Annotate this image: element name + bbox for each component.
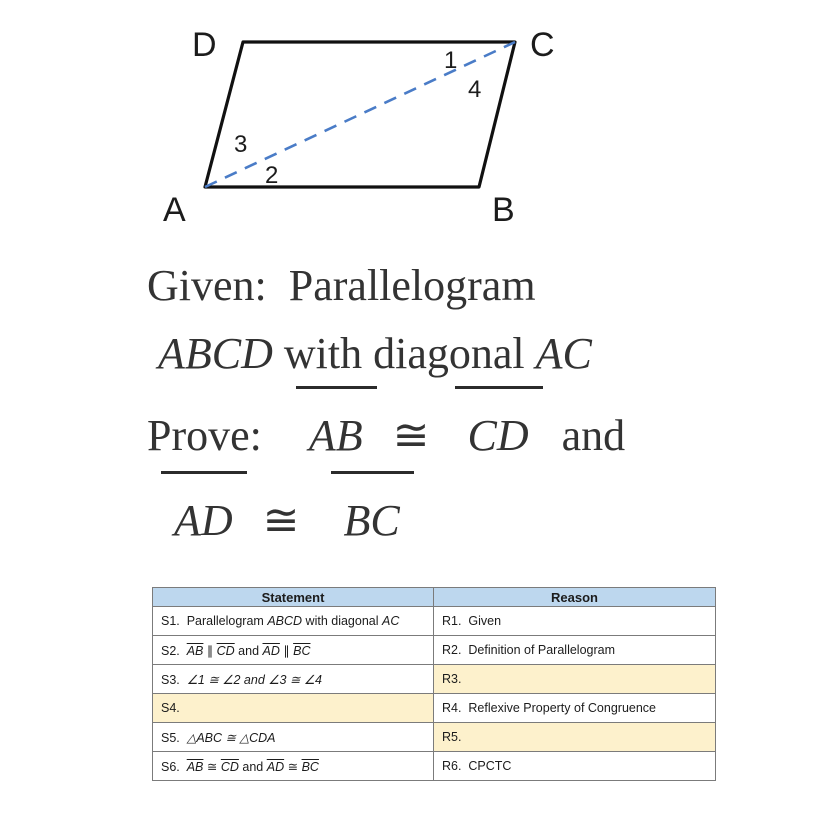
vertex-label-d: D bbox=[192, 26, 217, 64]
angle-label-3: 3 bbox=[234, 131, 248, 158]
prove-segment-bc: BC bbox=[343, 496, 400, 545]
statement-header: Statement bbox=[153, 588, 434, 607]
statement-number: S3. bbox=[161, 672, 180, 687]
given-line-1 bbox=[147, 261, 536, 310]
angle-label-2: 2 bbox=[265, 162, 279, 189]
statement-s2 bbox=[153, 636, 434, 665]
given-text: Parallelogram bbox=[288, 261, 536, 310]
reason-r3-blank[interactable] bbox=[434, 665, 716, 694]
vertex-label-a: A bbox=[163, 191, 186, 229]
parallelogram-figure bbox=[0, 0, 826, 250]
statement-s5 bbox=[153, 723, 434, 752]
reason-text: Definition of Parallelogram bbox=[468, 643, 616, 657]
statement-text: and bbox=[238, 643, 260, 658]
reason-text: CPCTC bbox=[468, 759, 512, 773]
congruent-symbol: ≅ bbox=[262, 496, 300, 545]
reason-r6 bbox=[434, 752, 716, 781]
reason-r2 bbox=[434, 636, 716, 665]
prove-segment-cd: CD bbox=[467, 411, 529, 460]
segment-cd: $\overline{CD}$ bbox=[220, 759, 239, 774]
segment-bc: $\overline{BC}$ bbox=[293, 643, 311, 658]
statement-text: △ABC ≅ △CDA bbox=[186, 730, 276, 745]
prove-label: Prove: bbox=[147, 411, 262, 460]
reason-header: Reason bbox=[434, 588, 716, 607]
table-row bbox=[153, 694, 716, 723]
statement-number: S6. bbox=[161, 759, 180, 774]
diagonal-ac bbox=[205, 42, 515, 187]
parallel-symbol: ∥ bbox=[283, 643, 290, 658]
segment-cd: $\overline{CD}$ bbox=[216, 643, 235, 658]
segment-ab: $\overline{AB}$ bbox=[186, 643, 204, 658]
reason-r1 bbox=[434, 607, 716, 636]
vertex-label-b: B bbox=[492, 191, 515, 229]
prove-segment-ad: AD bbox=[174, 496, 233, 545]
reason-text: Given bbox=[468, 614, 502, 628]
reason-r4 bbox=[434, 694, 716, 723]
segment-ad: $\overline{AD}$ bbox=[266, 759, 285, 774]
reason-number: R2. bbox=[442, 643, 462, 657]
reason-number: R3. bbox=[442, 672, 462, 686]
reason-r5-blank[interactable] bbox=[434, 723, 716, 752]
reason-text: Reflexive Property of Congruence bbox=[468, 701, 657, 715]
table-row bbox=[153, 665, 716, 694]
statement-text: and bbox=[242, 759, 264, 774]
statement-text: Parallelogram bbox=[186, 614, 264, 628]
given-label: Given: bbox=[147, 261, 267, 310]
segment-ad: $\overline{AD}$ bbox=[262, 643, 280, 658]
statement-text: ∠1 ≅ ∠2 and ∠3 ≅ ∠4 bbox=[186, 672, 322, 687]
congruent-symbol: ≅ bbox=[392, 411, 430, 460]
prove-segment-ab: AB bbox=[308, 411, 363, 460]
statement-s4-blank[interactable] bbox=[153, 694, 434, 723]
statement-diagonal: AC bbox=[382, 614, 400, 628]
given-diagonal: AC bbox=[535, 329, 592, 378]
statement-s1 bbox=[153, 607, 434, 636]
statement-number: S4. bbox=[161, 701, 180, 715]
statement-number: S2. bbox=[161, 643, 180, 658]
reason-number: R5. bbox=[442, 730, 462, 744]
table-row bbox=[153, 636, 716, 665]
prove-and: and bbox=[561, 411, 626, 460]
segment-ab: $\overline{AB}$ bbox=[186, 759, 204, 774]
segment-bc: $\overline{BC}$ bbox=[301, 759, 319, 774]
statement-number: S1. bbox=[161, 614, 180, 628]
statement-number: S5. bbox=[161, 730, 180, 745]
statement-text: with diagonal bbox=[305, 614, 379, 628]
parallel-symbol: ∥ bbox=[206, 643, 214, 658]
prove-line-1 bbox=[147, 411, 626, 460]
congruent-symbol: ≅ bbox=[287, 759, 299, 774]
angle-label-4: 4 bbox=[468, 76, 482, 103]
angle-label-1: 1 bbox=[444, 47, 458, 74]
table-row bbox=[153, 607, 716, 636]
given-line-2 bbox=[158, 329, 592, 378]
reason-number: R6. bbox=[442, 759, 462, 773]
reason-number: R1. bbox=[442, 614, 462, 628]
prove-line-2 bbox=[174, 496, 400, 545]
vertex-label-c: C bbox=[530, 26, 555, 64]
table-row bbox=[153, 752, 716, 781]
table-row bbox=[153, 723, 716, 752]
proof-table bbox=[152, 587, 716, 781]
given-with: with diagonal bbox=[283, 329, 525, 378]
given-shape: ABCD bbox=[158, 329, 273, 378]
reason-number: R4. bbox=[442, 701, 462, 715]
congruent-symbol: ≅ bbox=[206, 759, 218, 774]
statement-s6 bbox=[153, 752, 434, 781]
table-header-row bbox=[153, 588, 716, 607]
statement-s3 bbox=[153, 665, 434, 694]
statement-shape: ABCD bbox=[267, 614, 303, 628]
